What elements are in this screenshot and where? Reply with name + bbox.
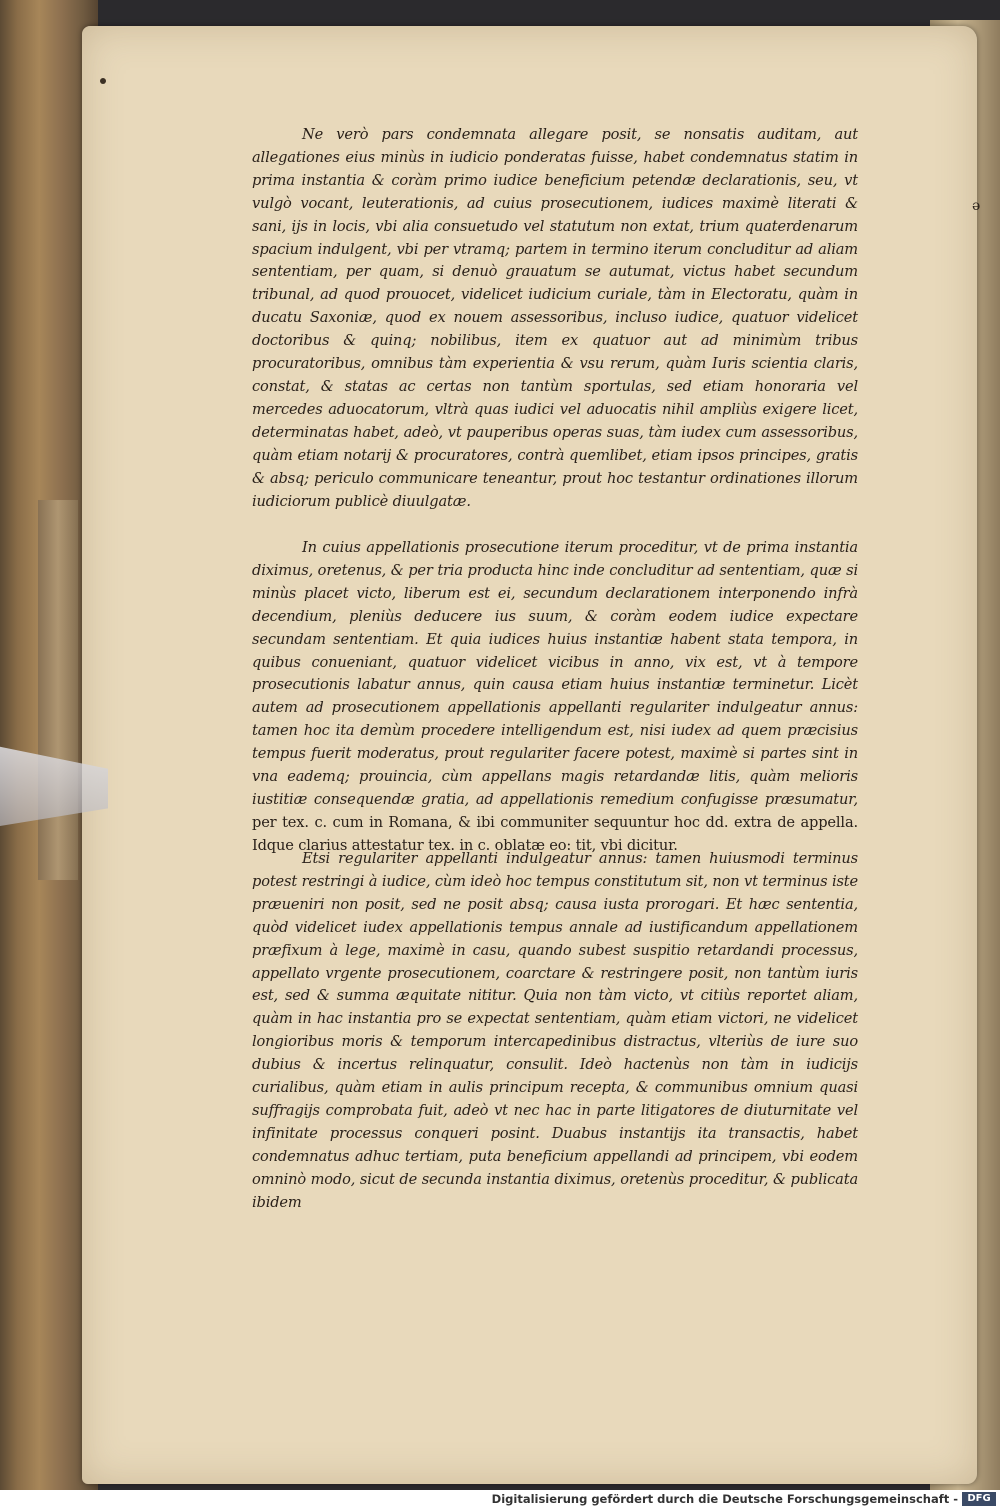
binding-strip — [38, 500, 78, 880]
paragraph-1: Ne verò pars condemnata allegare posit, se nonsatis auditam, aut allegationes eius minùs in iudicio ponderatas fuisse, habet condemnatus statim in prima instantia & coràm primo iudice beneficium petendæ declarationis, seu, vt vulgò vocant, leuterationis, ad cuius prosecutionem, iudices maximè literati & sani, ijs in locis, vbi alia consuetudo vel statutum non extat, trium quaterdenarum spacium indulgent, vbi per vtramq; partem in termino iterum concluditur ad aliam sententiam, per quam, si denuò grauatum se autumat, victus habet secundum tribunal, ad quod prouocet, videlicet iudicium curiale, tàm in Electoratu, quàm in ducatu Saxoniæ, quod ex nouem assessoribus, incluso iudice, quatuor videlicet doctoribus & quinq; nobilibus, item ex quatuor aut ad minimùm tribus procuratoribus, omnibus tàm experientia & vsu rerum, quàm Iuris scientia claris, constat, & statas ac certas non tantùm sportulas, sed etiam honoraria vel mercedes aduocatorum, vltrà quas iudici vel aduocatis nihil ampliùs exigere licet, determinatas habet, adeò, vt pauperibus operas suas, tàm iudex cum assessoribus, quàm etiam notarij & procuratores, contrà quemlibet, etiam ipsos principes, gratis & absq; periculo communicare teneantur, prout hoc testantur ordinationes illorum iudiciorum publicè diuulgatæ. — [252, 126, 858, 510]
footer-credit: Digitalisierung gefördert durch die Deutsche Forschungsgemeinschaft - — [491, 1492, 958, 1506]
margin-mark: ǝ — [972, 198, 981, 214]
ink-dot — [100, 78, 106, 84]
paragraph-2 — [252, 537, 858, 858]
paragraph-2-italic: In cuius appellationis prosecutione iterum proceditur, vt de prima instantia diximus, oretenus, & per tria producta hinc inde concluditur ad sententiam, quæ si minùs placet victo, liberum est ei, secundum declarationem interponendo infrà decendium, pleniùs deducere ius suum, & coràm eodem iudice expectare secundam sententiam. Et quia iudices huius instantiæ habent stata tempora, in quibus conueniant, quatuor videlicet vicibus in anno, vix est, vt à tempore prosecutionis labatur annus, quin causa etiam huius instantiæ terminetur. Licèt autem ad prosecutionem appellationis appellanti regulariter indulgeatur annus: tamen hoc ita demùm procedere intelligendum est, nisi iudex ad quem præcisius tempus fuerit moderatus, prout regulariter facere potest, maximè si partes sint in vna eademq; prouincia, cùm appellans magis retardandæ litis, quàm melioris iustitiæ consequendæ gratia, ad appellationis remedium confugisse præsumatur, — [252, 539, 858, 808]
paragraph-2-citation: per tex. c. cum in Romana, & ibi communiter sequuntur hoc dd. extra de appella. Idque clarius attestatur tex. in c. oblatæ eo: tit, vbi dicitur. — [252, 813, 858, 854]
dfg-logo: DFG — [962, 1492, 996, 1506]
paragraph-3: Etsi regulariter appellanti indulgeatur annus: tamen huiusmodi terminus potest restringi à iudice, cùm ideò hoc tempus constitutum sit, non vt terminus iste præueniri non posit, sed ne posit absq; causa iusta prorogari. Et hæc sententia, quòd videlicet iudex appellationis tempus annale ad iustificandum appellationem præfixum à lege, maximè in casu, quando subest suspitio retardandi processus, appellato vrgente prosecutionem, coarctare & restringere posit, non tantùm iuris est, sed & summa æquitate nititur. Quia non tàm victo, vt citiùs reportet aliam, quàm in hac instantia pro se expectat sententiam, quàm etiam victori, ne videlicet longioribus moris & temporum intercapedinibus distractus, vlteriùs de iure suo dubius & incertus relinquatur, consulit. Ideò hactenùs non tàm in iudicijs curialibus, quàm etiam in aulis principum recepta, & communibus omnium quasi suffragijs comprobata fuit, adeò vt nec hac in parte litigatores de diuturnitate vel infinitate processus conqueri posint. Duabus instantijs ita transactis, habet condemnatus adhuc tertiam, puta beneficium appellandi ad principem, vbi eodem omninò modo, sicut de secunda instantia diximus, oretenùs proceditur, & publicata ibidem — [252, 850, 858, 1211]
